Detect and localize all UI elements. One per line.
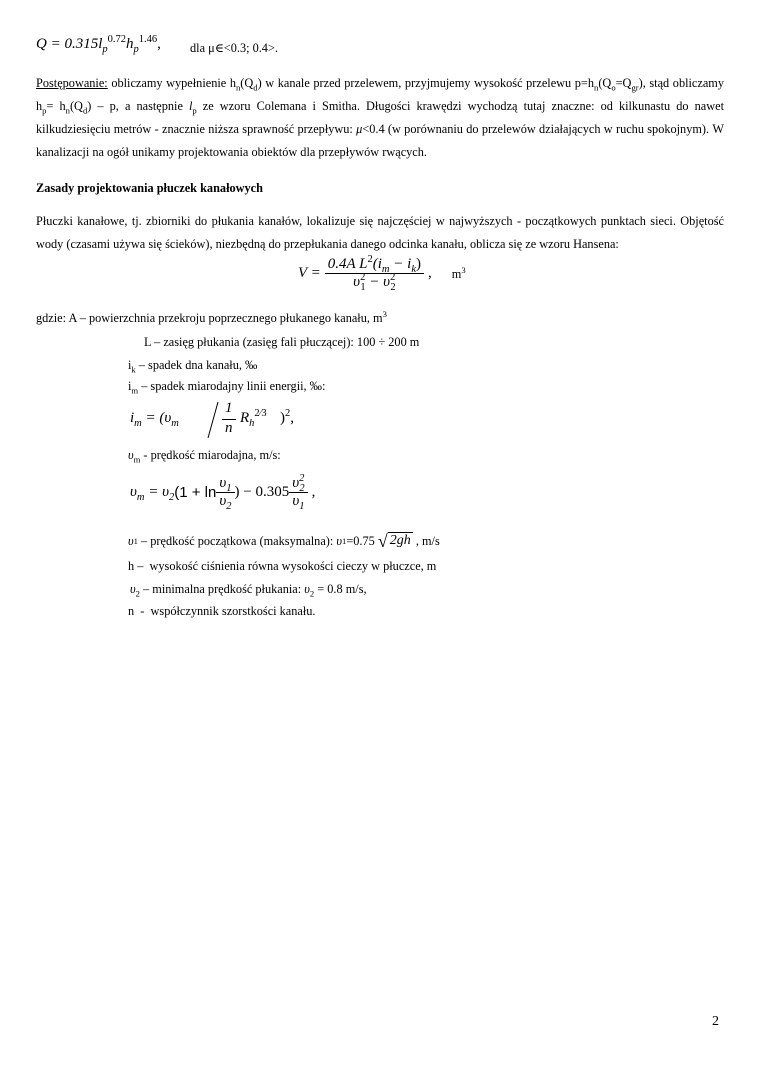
text: – spadek dna kanału, ‰ xyxy=(135,358,258,372)
formula-im-r xyxy=(240,410,267,427)
eq: = (υ xyxy=(141,410,172,426)
u: υ xyxy=(219,492,227,509)
formula-v xyxy=(298,256,466,291)
gdzie-a-line xyxy=(36,310,387,326)
exp: 2 xyxy=(299,472,305,484)
sub: 1 xyxy=(226,482,232,494)
sub: n xyxy=(594,82,599,93)
italic: l xyxy=(189,99,193,113)
paren: ) xyxy=(280,410,285,426)
text: – prędkość początkowa (maksymalna): xyxy=(137,533,337,548)
sub: 2 xyxy=(226,500,232,512)
h-line: h – wysokość ciśnienia równa wysokości cieczy w płuczce, m xyxy=(128,559,437,573)
sub: gr xyxy=(631,82,639,93)
sub: k xyxy=(131,364,136,375)
formula-im-one: 1 xyxy=(225,400,233,416)
i: i xyxy=(130,410,135,426)
sub: n xyxy=(235,82,241,93)
formula-im xyxy=(130,400,310,440)
formula-q-l: l xyxy=(98,36,103,52)
formula-v-comma: , xyxy=(427,265,432,281)
formula-im-close xyxy=(280,410,294,427)
text: (Q xyxy=(240,76,254,90)
formula-v-unit xyxy=(452,266,466,282)
text: =Q xyxy=(615,76,632,90)
sqrt-content: 2gh xyxy=(389,533,411,548)
sub: 2 xyxy=(169,491,175,503)
formula-vm-frac2 xyxy=(289,472,307,512)
formula-vm-lhs xyxy=(130,484,174,501)
vm-description xyxy=(128,447,281,463)
text: =0.75 xyxy=(346,533,378,548)
formula-v-lhs: V = xyxy=(298,265,321,281)
intro-paragraph: Płuczki kanałowe, tj. zbiorniki do płukania kanałów, lokalizuje się najczęściej w najwyższych - początkowych punktach sieci. Objętość wody (czasami używa się ścieków), niezbędną do przepłukania danego odcinka kanału, oblicza się ze wzoru Hansena: xyxy=(36,214,724,251)
sub: 2 xyxy=(135,588,140,599)
sub: 2 xyxy=(309,588,315,599)
text: obliczamy wypełnienie h xyxy=(111,76,236,90)
sub: 1 xyxy=(360,282,366,293)
text: ), stąd xyxy=(638,76,670,90)
formula-im-n: n xyxy=(225,420,233,436)
u: υ xyxy=(128,448,134,462)
gdzie-l-line: L – zasięg płukania (zasięg fali płuczącej): 100 ÷ 200 m xyxy=(144,335,420,349)
u: υ xyxy=(128,533,134,548)
u: υ xyxy=(219,474,227,491)
text: (Q xyxy=(598,76,612,90)
section-heading: Zasady projektowania płuczek kanałowych xyxy=(36,181,263,195)
sub: 2 xyxy=(390,282,396,293)
text: , m/s xyxy=(412,533,440,548)
minus: − i xyxy=(389,256,412,272)
exp: 2 xyxy=(367,254,373,265)
formula-q-l-exp: 0.72 xyxy=(107,34,127,45)
sub: h xyxy=(249,418,255,429)
minus: − υ xyxy=(365,274,391,290)
formula-q-tail: , xyxy=(157,36,161,52)
formula-v-denominator xyxy=(325,274,424,291)
gdzie-ik-line xyxy=(128,357,257,373)
formula-q-h-exp: 1.46 xyxy=(138,34,158,45)
exp: 3 xyxy=(382,308,387,319)
sub: d xyxy=(82,105,88,116)
formula-q xyxy=(36,36,161,53)
sub: k xyxy=(411,264,416,275)
sub: 1 xyxy=(299,500,305,512)
postepowanie-label: Postępowanie: xyxy=(36,76,108,90)
formula-vm-frac1 xyxy=(216,475,234,510)
exp: 3 xyxy=(461,264,466,275)
text: <0.4 (w porównaniu do przelewów działających w ruchu spokojnym). W kanalizacji na ogół unikamy projektowania obiektów dla przepływów rwących. xyxy=(36,122,724,159)
frac1-num xyxy=(216,475,234,493)
formula-q-h: h xyxy=(126,36,134,52)
text: gdzie: A – powierzchnia przekroju poprzecznego płukanego kanału, m xyxy=(36,311,383,325)
sub: n xyxy=(65,105,70,116)
sqrt-symbol: √ xyxy=(377,530,388,551)
text: = 0.8 m/s, xyxy=(314,582,367,596)
text: ) – p, a następnie xyxy=(87,99,189,113)
italic: μ xyxy=(356,122,363,136)
r: R xyxy=(240,410,250,426)
sub: p xyxy=(192,105,197,116)
u: υ xyxy=(130,483,137,500)
sub: p xyxy=(42,105,47,116)
unit: m xyxy=(451,266,462,281)
sub: m xyxy=(136,491,145,503)
comma: , xyxy=(290,410,294,426)
sub: m xyxy=(133,454,141,465)
sub: 2 xyxy=(299,482,305,494)
u: υ xyxy=(304,582,310,596)
formula-v-fraction xyxy=(325,256,424,291)
frac1-den xyxy=(216,493,234,510)
formula-vm xyxy=(130,470,315,514)
u: υ xyxy=(292,492,300,509)
formula-vm-comma: , xyxy=(311,483,316,500)
formula-q-left: Q = 0.315 xyxy=(36,36,99,52)
formula-q-l-sub: p xyxy=(102,44,108,55)
text: – spadek miarodajny linii energii, ‰: xyxy=(138,379,326,393)
formula-vm-paren: (1 + ln xyxy=(174,483,217,501)
text: ) w kanale przed przelewem, przyjmujemy wysokość przelewu p=h xyxy=(257,76,595,90)
n-line: n - współczynnik szorstkości kanału. xyxy=(128,604,316,618)
formula-im-lhs xyxy=(130,410,179,427)
num: 0.4A L xyxy=(327,256,368,272)
exp: 2 xyxy=(390,272,396,283)
sub: m xyxy=(134,418,142,429)
v1-line: υ 1 – prędkość początkowa (maksymalna): υ 1 =0.75 √ 2gh , m/s xyxy=(128,530,440,551)
text: - prędkość miarodajna, m/s: xyxy=(140,448,281,462)
u: υ xyxy=(130,582,136,596)
slash-divider xyxy=(204,400,224,440)
sub: m xyxy=(381,264,390,275)
formula-q-h-sub: p xyxy=(133,44,139,55)
text: ze wzoru Colemana i Smitha. Długości krawędzi wychodzą tutaj znaczne: od kilkunastu do nawet kilkudziesięciu metrów - znacznie niższa sprawność przepływu: xyxy=(36,99,724,136)
text: i xyxy=(128,358,132,372)
formula-vm-mid: ) − 0.305 xyxy=(234,483,290,500)
exp: 2 xyxy=(360,272,366,283)
sub: o xyxy=(611,82,616,93)
exp: 2⁄3 xyxy=(254,408,267,419)
u: υ xyxy=(353,274,361,290)
text: (Q xyxy=(69,99,83,113)
paren: (i xyxy=(372,256,382,272)
paren: ) xyxy=(415,256,421,272)
frac2-num xyxy=(289,472,307,494)
page-number: 2 xyxy=(712,1014,719,1029)
text: – minimalna prędkość płukania: xyxy=(139,582,305,596)
text: obliczamy h xyxy=(36,76,725,113)
sub: m xyxy=(131,385,139,396)
formula-v-numerator xyxy=(325,256,424,274)
formula-q-condition: dla μ∈<0.3; 0.4>. xyxy=(190,41,278,55)
frac2-den xyxy=(289,493,307,510)
text: = h xyxy=(46,99,66,113)
text: i xyxy=(128,379,132,393)
postepowanie-paragraph xyxy=(36,72,724,164)
exp: 2 xyxy=(285,408,291,419)
gdzie-im-line xyxy=(128,378,325,394)
v2-line xyxy=(130,581,367,597)
sub: m xyxy=(171,418,179,429)
u: υ xyxy=(336,533,343,548)
sub: d xyxy=(253,82,258,93)
eq: = υ xyxy=(144,483,169,500)
u: υ xyxy=(292,474,300,491)
